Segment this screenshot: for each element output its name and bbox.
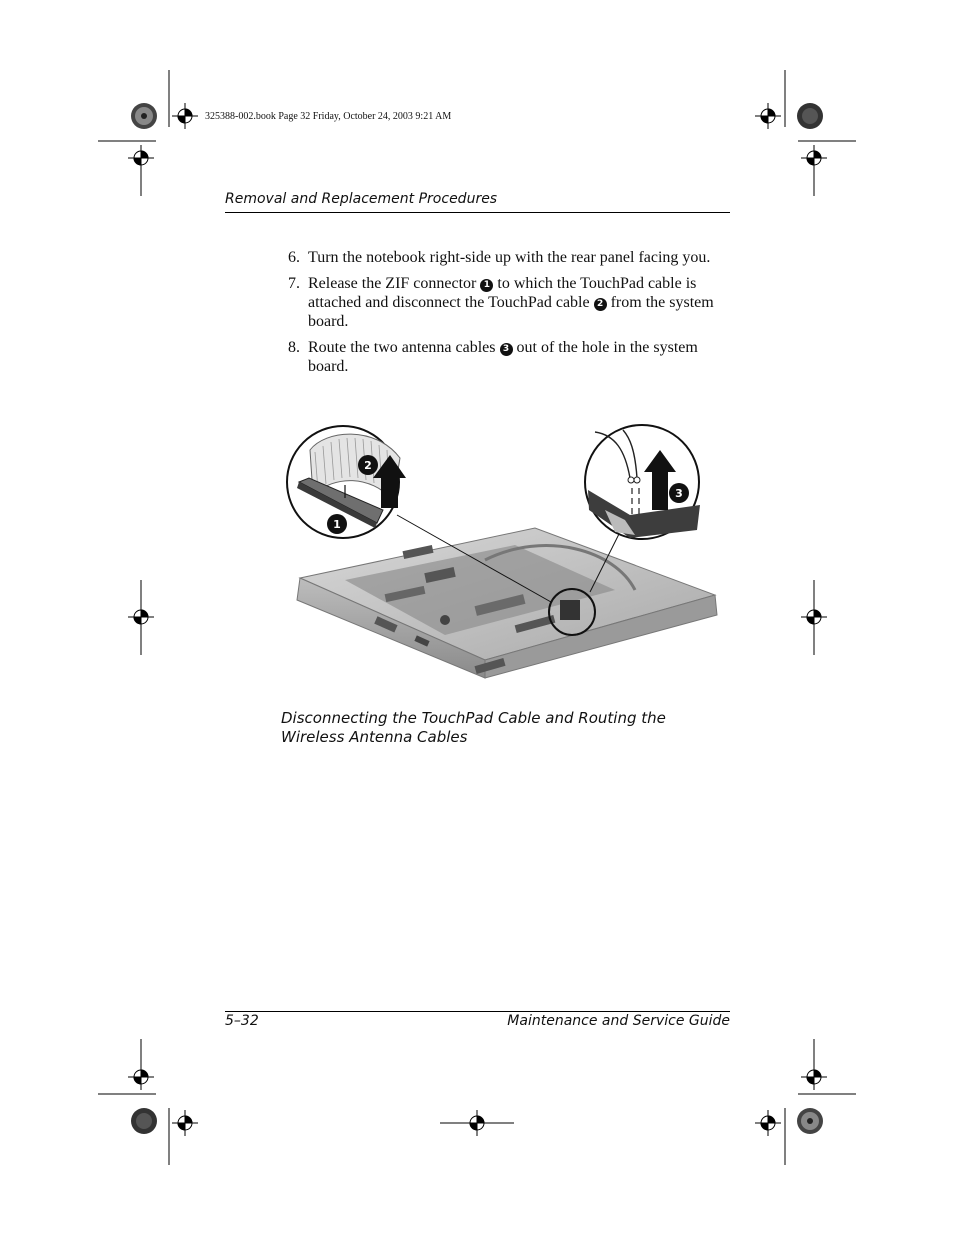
running-header: Removal and Replacement Procedures <box>225 191 498 207</box>
step-number: 7. <box>288 275 300 292</box>
callout-1: 1 <box>333 518 341 531</box>
guide-title: Maintenance and Service Guide <box>507 1013 730 1029</box>
step-number: 8. <box>288 339 300 356</box>
step-6 <box>288 248 733 267</box>
step-7 <box>288 274 733 331</box>
figure-illustration <box>285 420 730 685</box>
callout-2: 2 <box>364 459 372 472</box>
step-text: Release the ZIF connector 1 to which the TouchPad cable is attached and disconnect the TouchPad cable 2 from the system board. <box>308 275 714 330</box>
procedure-steps <box>288 248 733 383</box>
print-slug: 325388-002.book Page 32 Friday, October 24, 2003 9:21 AM <box>205 111 452 122</box>
callout-marker: 2 <box>594 298 607 311</box>
callout-3: 3 <box>675 487 683 500</box>
figure-caption: Disconnecting the TouchPad Cable and Routing the Wireless Antenna Cables <box>281 709 666 746</box>
inset-zif-connector <box>287 426 406 538</box>
footer-rule <box>225 1011 730 1012</box>
callout-marker: 3 <box>500 343 513 356</box>
notebook-base <box>297 528 717 678</box>
callout-marker: 1 <box>480 279 493 292</box>
step-8 <box>288 338 733 376</box>
inset-antenna-cables <box>585 425 700 539</box>
header-rule <box>225 212 730 213</box>
page-number: 5–32 <box>225 1013 259 1029</box>
step-text: Route the two antenna cables 3 out of the hole in the system board. <box>308 339 698 375</box>
step-text: Turn the notebook right-side up with the rear panel facing you. <box>308 249 711 266</box>
step-number: 6. <box>288 249 300 266</box>
